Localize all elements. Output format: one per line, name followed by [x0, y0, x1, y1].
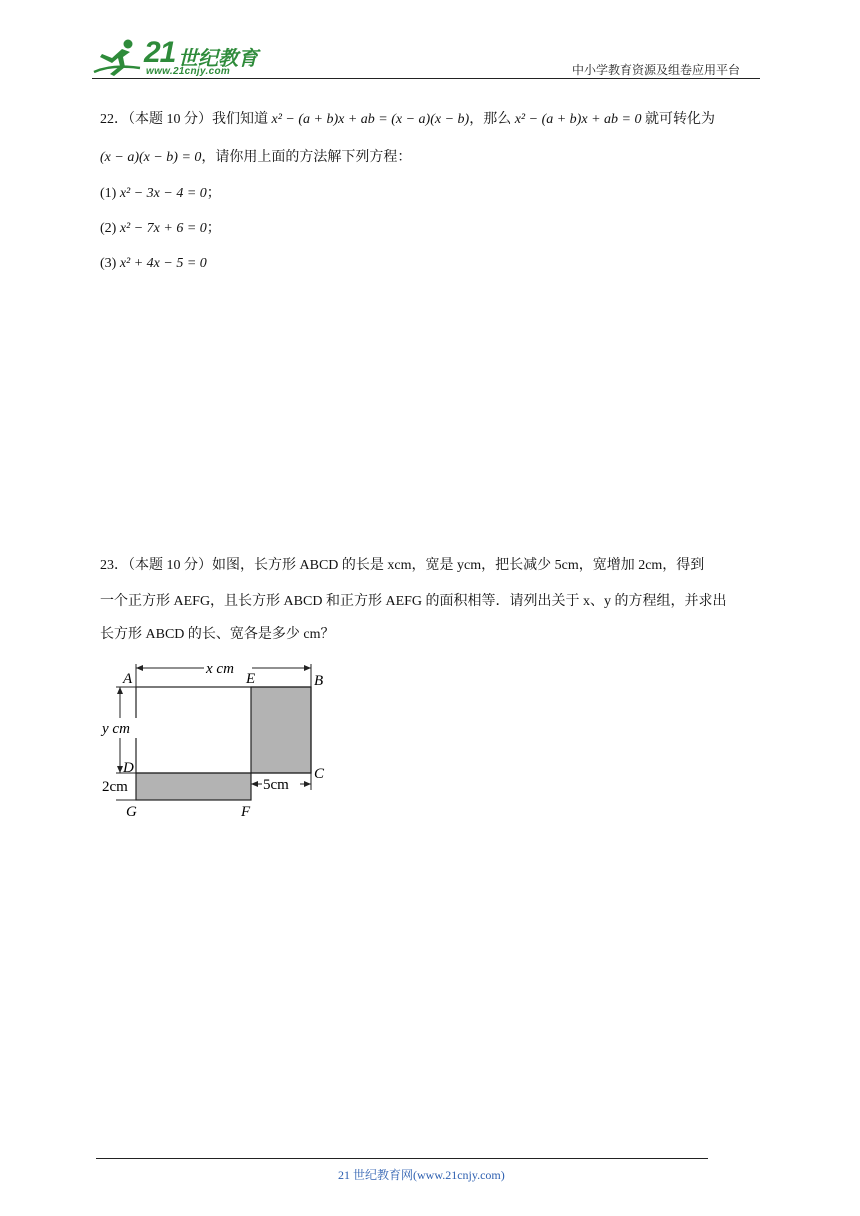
label-c: C [314, 766, 325, 782]
logo-text: 世纪教育 [178, 46, 258, 70]
site-name: 中小学教育资源及组卷应用平台 [572, 63, 741, 77]
site-logo [92, 36, 262, 80]
label-top-dim: x cm [206, 661, 234, 677]
q22-item-equation: x² − 7x + 6 = 0 [119, 221, 207, 236]
q22-item-2 [100, 219, 221, 239]
q22-item-equation: x² − 3x − 4 = 0 [119, 186, 207, 201]
shaded-region-right [251, 687, 311, 773]
footer-divider [96, 1158, 708, 1159]
label-left-dim: y cm [102, 721, 130, 737]
q22-mid: ，那么 [469, 112, 512, 127]
q23-line3: 长方形 ABCD 的长、宽各是多少 cm？ [100, 627, 335, 642]
q22-item-equation: x² + 4x − 5 = 0 [119, 256, 207, 271]
label-e: E [246, 671, 256, 687]
q22-identity: x² − (a + b)x + ab = (x − a)(x − b) [271, 112, 470, 127]
q22-item-label: (3) [100, 256, 117, 271]
q22-instruction: ，请你用上面的方法解下列方程： [201, 150, 412, 165]
footer-text: 21 世纪教育网(www.21cnjy.com) [338, 1168, 505, 1182]
label-bottom-left-dim: 2cm [102, 779, 128, 795]
logo-number: 21 [144, 36, 176, 69]
q22-item-end: ； [206, 221, 221, 236]
q23-line1: 23．（本题 10 分）如图，长方形 ABCD 的长是 xcm，宽是 ycm，把长减少 5cm，宽增加 2cm，得到 [100, 558, 705, 573]
label-a: A [123, 671, 133, 687]
q22-item-1 [100, 184, 221, 204]
rectangle-figure [96, 656, 346, 822]
logo-url: www.21cnjy.com [146, 66, 231, 77]
q22-suffix: 就可转化为 [644, 112, 715, 127]
q22-equation: x² − (a + b)x + ab = 0 [514, 112, 642, 127]
q22-item-end: ； [206, 186, 221, 201]
q22-item-label: (1) [100, 186, 117, 201]
label-b: B [314, 673, 324, 689]
label-g: G [126, 804, 137, 820]
label-f: F [241, 804, 251, 820]
q22-line2 [100, 148, 411, 168]
header-divider [92, 78, 760, 79]
q23-line2: 一个正方形 AEFG，且长方形 ABCD 和正方形 AEFG 的面积相等．请列出关于 x、y 的方程组，并求出 [100, 594, 727, 609]
label-d: D [123, 760, 134, 776]
runner-icon [92, 38, 144, 76]
q22-item-label: (2) [100, 221, 117, 236]
q22-factored: (x − a)(x − b) = 0 [100, 150, 202, 165]
label-bottom-right-dim: 5cm [263, 777, 289, 793]
shaded-region-bottom [136, 773, 251, 800]
q22-prefix: 22．（本题 10 分）我们知道 [100, 112, 268, 127]
q22-item-3 [100, 254, 207, 274]
q22-line1 [100, 110, 715, 130]
